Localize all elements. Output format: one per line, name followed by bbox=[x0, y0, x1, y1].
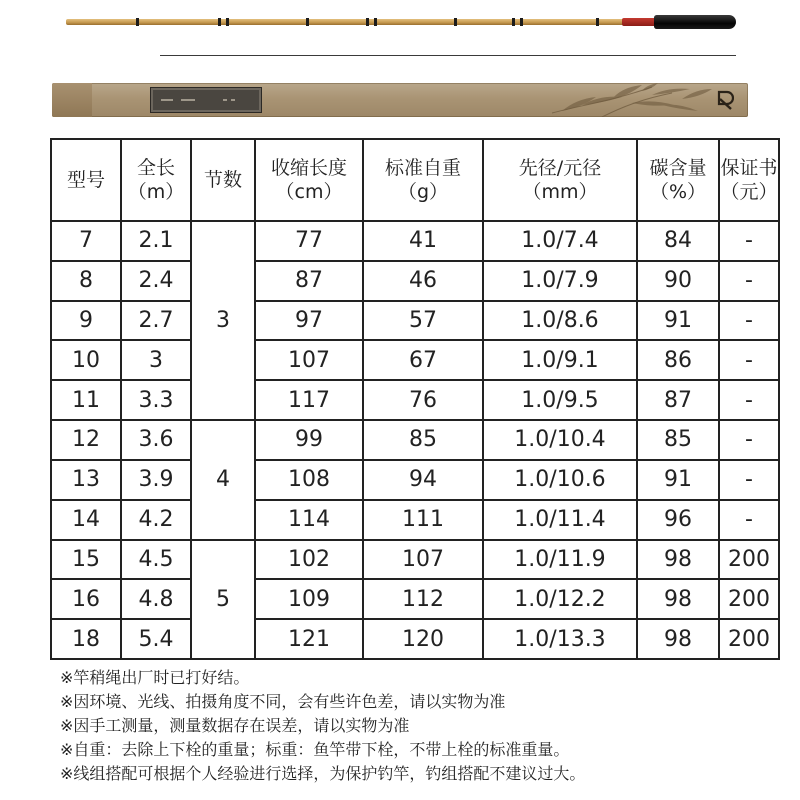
cell-diameter: 1.0/11.9 bbox=[483, 540, 637, 580]
cell-weight: 57 bbox=[363, 301, 483, 341]
rod-tip-line bbox=[160, 55, 736, 56]
header-label: （cm） bbox=[275, 181, 343, 203]
table-header-row bbox=[51, 139, 779, 221]
header-label: 节数 bbox=[203, 169, 242, 191]
cell-model: 16 bbox=[51, 579, 121, 619]
cell-retracted: 121 bbox=[255, 619, 363, 659]
cell-model: 18 bbox=[51, 619, 121, 659]
cell-sections: 3 bbox=[191, 221, 255, 420]
rod-band bbox=[306, 18, 309, 26]
cell-sections: 4 bbox=[191, 420, 255, 539]
header-label: 收缩长度 bbox=[270, 157, 347, 179]
cell-model: 9 bbox=[51, 301, 121, 341]
cell-length: 3.9 bbox=[121, 460, 191, 500]
case-label-panel bbox=[150, 87, 262, 113]
header-sections bbox=[191, 139, 255, 221]
cell-model: 14 bbox=[51, 500, 121, 540]
cell-weight: 85 bbox=[363, 420, 483, 460]
product-illustration bbox=[0, 0, 800, 130]
cell-model: 12 bbox=[51, 420, 121, 460]
cell-length: 2.7 bbox=[121, 301, 191, 341]
rod-band bbox=[520, 18, 523, 26]
header-label: 先径/元径 bbox=[518, 157, 602, 179]
cell-carbon: 98 bbox=[637, 619, 719, 659]
cell-model: 8 bbox=[51, 261, 121, 301]
brand-logo-icon bbox=[716, 90, 734, 110]
cell-weight: 41 bbox=[363, 221, 483, 261]
cell-retracted: 97 bbox=[255, 301, 363, 341]
cell-warranty: 200 bbox=[719, 619, 779, 659]
table-row bbox=[51, 380, 779, 420]
cell-retracted: 87 bbox=[255, 261, 363, 301]
cell-carbon: 84 bbox=[637, 221, 719, 261]
bamboo-leaves-decoration bbox=[542, 83, 742, 117]
cell-diameter: 1.0/10.4 bbox=[483, 420, 637, 460]
cell-model: 15 bbox=[51, 540, 121, 580]
cell-length: 4.5 bbox=[121, 540, 191, 580]
cell-diameter: 1.0/8.6 bbox=[483, 301, 637, 341]
cell-carbon: 91 bbox=[637, 301, 719, 341]
header-diameter bbox=[483, 139, 637, 221]
cell-diameter: 1.0/10.6 bbox=[483, 460, 637, 500]
fishing-rod-illustration bbox=[66, 14, 736, 30]
cell-length: 3 bbox=[121, 340, 191, 380]
cell-length: 2.4 bbox=[121, 261, 191, 301]
notes-list bbox=[60, 666, 780, 786]
table-row bbox=[51, 221, 779, 261]
rod-band bbox=[136, 18, 139, 26]
cell-retracted: 99 bbox=[255, 420, 363, 460]
cell-warranty: - bbox=[719, 221, 779, 261]
cell-warranty: - bbox=[719, 420, 779, 460]
note-line: ※因手工测量，测量数据存在误差，请以实物为准 bbox=[60, 716, 410, 735]
cell-weight: 67 bbox=[363, 340, 483, 380]
table-row bbox=[51, 619, 779, 659]
rod-case-cap bbox=[52, 83, 92, 117]
cell-diameter: 1.0/9.5 bbox=[483, 380, 637, 420]
table-row bbox=[51, 579, 779, 619]
cell-length: 4.2 bbox=[121, 500, 191, 540]
cell-retracted: 77 bbox=[255, 221, 363, 261]
cell-retracted: 102 bbox=[255, 540, 363, 580]
cell-weight: 120 bbox=[363, 619, 483, 659]
cell-diameter: 1.0/11.4 bbox=[483, 500, 637, 540]
cell-diameter: 1.0/7.9 bbox=[483, 261, 637, 301]
cell-warranty: - bbox=[719, 261, 779, 301]
rod-band bbox=[218, 18, 221, 26]
header-label: 碳含量 bbox=[649, 157, 707, 179]
rod-band bbox=[226, 18, 229, 26]
cell-warranty: 200 bbox=[719, 540, 779, 580]
cell-retracted: 114 bbox=[255, 500, 363, 540]
cell-diameter: 1.0/12.2 bbox=[483, 579, 637, 619]
header-label: 型号 bbox=[66, 169, 105, 191]
rod-winding-accent bbox=[622, 18, 656, 26]
table-row bbox=[51, 340, 779, 380]
header-label: （元） bbox=[720, 181, 778, 203]
cell-weight: 76 bbox=[363, 380, 483, 420]
rod-case-illustration bbox=[52, 83, 748, 117]
header-label: 保证书 bbox=[720, 157, 778, 179]
cell-diameter: 1.0/7.4 bbox=[483, 221, 637, 261]
cell-warranty: - bbox=[719, 500, 779, 540]
cell-warranty: - bbox=[719, 301, 779, 341]
cell-carbon: 87 bbox=[637, 380, 719, 420]
cell-diameter: 1.0/13.3 bbox=[483, 619, 637, 659]
cell-retracted: 108 bbox=[255, 460, 363, 500]
cell-warranty: - bbox=[719, 380, 779, 420]
spec-table bbox=[50, 138, 780, 660]
cell-model: 7 bbox=[51, 221, 121, 261]
cell-carbon: 91 bbox=[637, 460, 719, 500]
cell-warranty: 200 bbox=[719, 579, 779, 619]
header-label: （%） bbox=[649, 181, 707, 203]
cell-diameter: 1.0/9.1 bbox=[483, 340, 637, 380]
table-body bbox=[51, 221, 779, 659]
table-row bbox=[51, 540, 779, 580]
header-label: （m） bbox=[127, 181, 185, 203]
cell-retracted: 107 bbox=[255, 340, 363, 380]
note-line: ※竿稍绳出厂时已打好结。 bbox=[60, 668, 250, 687]
cell-length: 4.8 bbox=[121, 579, 191, 619]
cell-carbon: 90 bbox=[637, 261, 719, 301]
rod-handle bbox=[654, 15, 736, 29]
header-warranty bbox=[719, 139, 779, 221]
table-row bbox=[51, 500, 779, 540]
cell-model: 11 bbox=[51, 380, 121, 420]
rod-band bbox=[596, 18, 599, 26]
header-label: 全长 bbox=[136, 157, 175, 179]
cell-model: 13 bbox=[51, 460, 121, 500]
table-row bbox=[51, 301, 779, 341]
table-row bbox=[51, 261, 779, 301]
note-line: ※线组搭配可根据个人经验进行选择，为保护钓竿，钓组搭配不建议过大。 bbox=[60, 764, 586, 783]
note-line: ※因环境、光线、拍摄角度不同，会有些许色差，请以实物为准 bbox=[60, 692, 506, 711]
cell-model: 10 bbox=[51, 340, 121, 380]
cell-carbon: 86 bbox=[637, 340, 719, 380]
cell-weight: 46 bbox=[363, 261, 483, 301]
header-label: （g） bbox=[397, 181, 449, 203]
cell-length: 2.1 bbox=[121, 221, 191, 261]
cell-retracted: 109 bbox=[255, 579, 363, 619]
cell-length: 5.4 bbox=[121, 619, 191, 659]
cell-carbon: 98 bbox=[637, 579, 719, 619]
table-row bbox=[51, 420, 779, 460]
cell-length: 3.6 bbox=[121, 420, 191, 460]
cell-warranty: - bbox=[719, 460, 779, 500]
note-line: ※自重：去除上下栓的重量；标重：鱼竿带下栓，不带上栓的标准重量。 bbox=[60, 740, 570, 759]
header-weight bbox=[363, 139, 483, 221]
header-label: 标准自重 bbox=[384, 157, 461, 179]
header-length bbox=[121, 139, 191, 221]
cell-retracted: 117 bbox=[255, 380, 363, 420]
cell-length: 3.3 bbox=[121, 380, 191, 420]
cell-carbon: 98 bbox=[637, 540, 719, 580]
rod-band bbox=[512, 18, 515, 26]
cell-weight: 111 bbox=[363, 500, 483, 540]
header-model bbox=[51, 139, 121, 221]
rod-band bbox=[374, 18, 377, 26]
cell-weight: 112 bbox=[363, 579, 483, 619]
header-retracted bbox=[255, 139, 363, 221]
cell-carbon: 96 bbox=[637, 500, 719, 540]
header-label: （mm） bbox=[522, 181, 598, 203]
cell-warranty: - bbox=[719, 340, 779, 380]
table-row bbox=[51, 460, 779, 500]
cell-carbon: 85 bbox=[637, 420, 719, 460]
cell-weight: 94 bbox=[363, 460, 483, 500]
cell-weight: 107 bbox=[363, 540, 483, 580]
rod-band bbox=[454, 18, 457, 26]
header-carbon bbox=[637, 139, 719, 221]
rod-band bbox=[366, 18, 369, 26]
cell-sections: 5 bbox=[191, 540, 255, 660]
rod-body bbox=[66, 19, 626, 25]
